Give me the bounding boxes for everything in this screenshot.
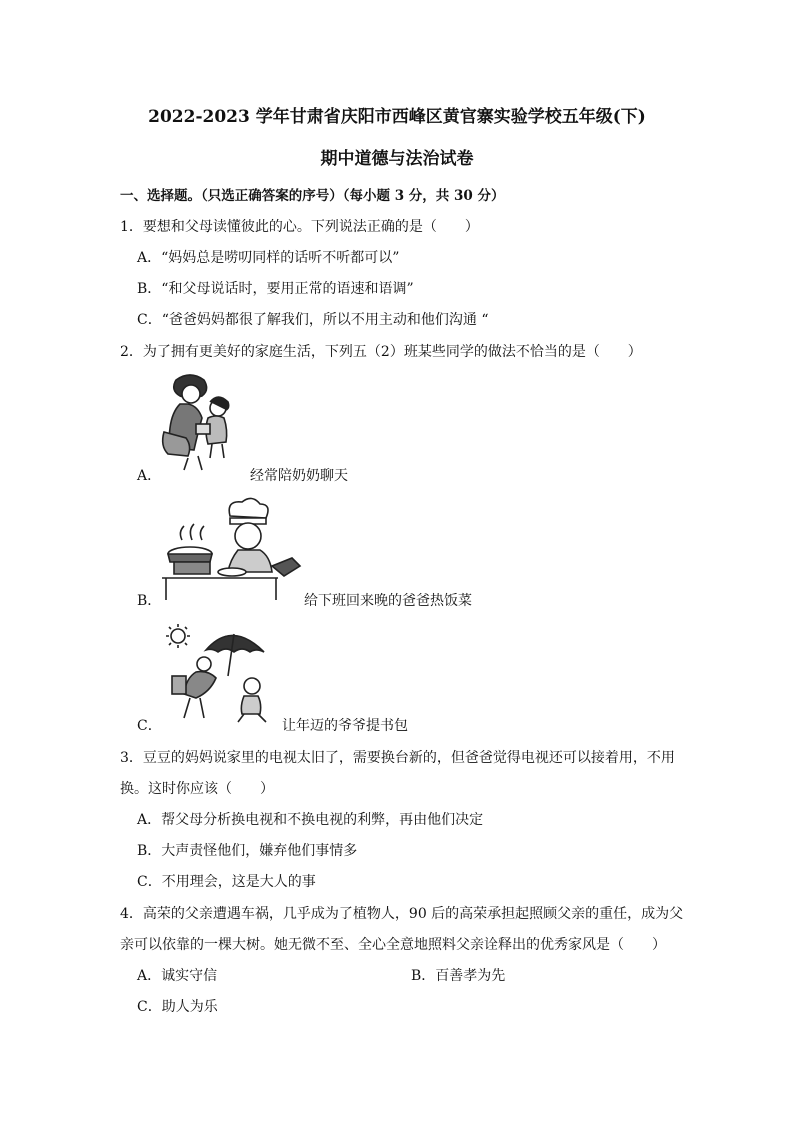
exam-title-line2: 期中道德与法治试卷 — [320, 149, 474, 169]
question-4-option-c: C．助人为乐 — [137, 999, 218, 1015]
question-1-option-a: A．“妈妈总是唠叨同样的话听不听都可以” — [137, 250, 400, 266]
question-1-option-b: B．“和父母说话时，要用正常的语速和语调” — [137, 281, 414, 297]
question-2-option-b-letter: B． — [137, 593, 162, 609]
question-4-option-a: A．诚实守信 — [137, 968, 218, 984]
exam-title-line1: 2022-2023 学年甘肃省庆阳市西峰区黄官寨实验学校五年级(下) — [148, 107, 646, 127]
question-1-stem: 1．要想和父母读懂彼此的心。下列说法正确的是（ ） — [120, 219, 479, 235]
grandma-girl-drawing — [158, 372, 240, 472]
question-3-stem-line1: 3．豆豆的妈妈说家里的电视太旧了，需要换台新的，但爸爸觉得电视还可以接着用，不用 — [120, 750, 675, 766]
question-2-option-a-letter: A． — [137, 468, 162, 484]
question-3-stem-line2: 换。这时你应该（ ） — [120, 781, 274, 797]
question-2-option-c-letter: C． — [137, 718, 162, 734]
question-3-option-b: B．大声责怪他们，嫌弃他们事情多 — [137, 843, 358, 859]
question-3-option-c: C．不用理会，这是大人的事 — [137, 874, 316, 890]
question-2-option-b-caption: 给下班回来晚的爸爸热饭菜 — [304, 593, 472, 609]
grandpa-umbrella-drawing — [160, 622, 282, 724]
question-4-stem-line1: 4．高荣的父亲遭遇车祸，几乎成为了植物人，90 后的高荣承担起照顾父亲的重任，成为父 — [120, 906, 684, 922]
section-heading: 一、选择题。（只选正确答案的序号）（每小题 3 分，共 30 分） — [120, 188, 505, 204]
question-1-option-c: C．“爸爸妈妈都很了解我们，所以不用主动和他们沟通 “ — [137, 312, 489, 328]
question-4-option-b: B．百善孝为先 — [411, 968, 506, 984]
question-2-stem: 2．为了拥有更美好的家庭生活，下列五（2）班某些同学的做法不恰当的是（ ） — [120, 344, 642, 360]
question-4-stem-line2: 亲可以依靠的一棵大树。她无微不至、全心全意地照料父亲诠释出的优秀家风是（ ） — [120, 937, 666, 953]
child-cooking-drawing — [160, 496, 306, 602]
question-3-option-a: A．帮父母分析换电视和不换电视的利弊，再由他们决定 — [137, 812, 484, 828]
question-2-option-c-caption: 让年迈的爷爷提书包 — [282, 718, 408, 734]
question-2-option-a-caption: 经常陪奶奶聊天 — [250, 468, 348, 484]
